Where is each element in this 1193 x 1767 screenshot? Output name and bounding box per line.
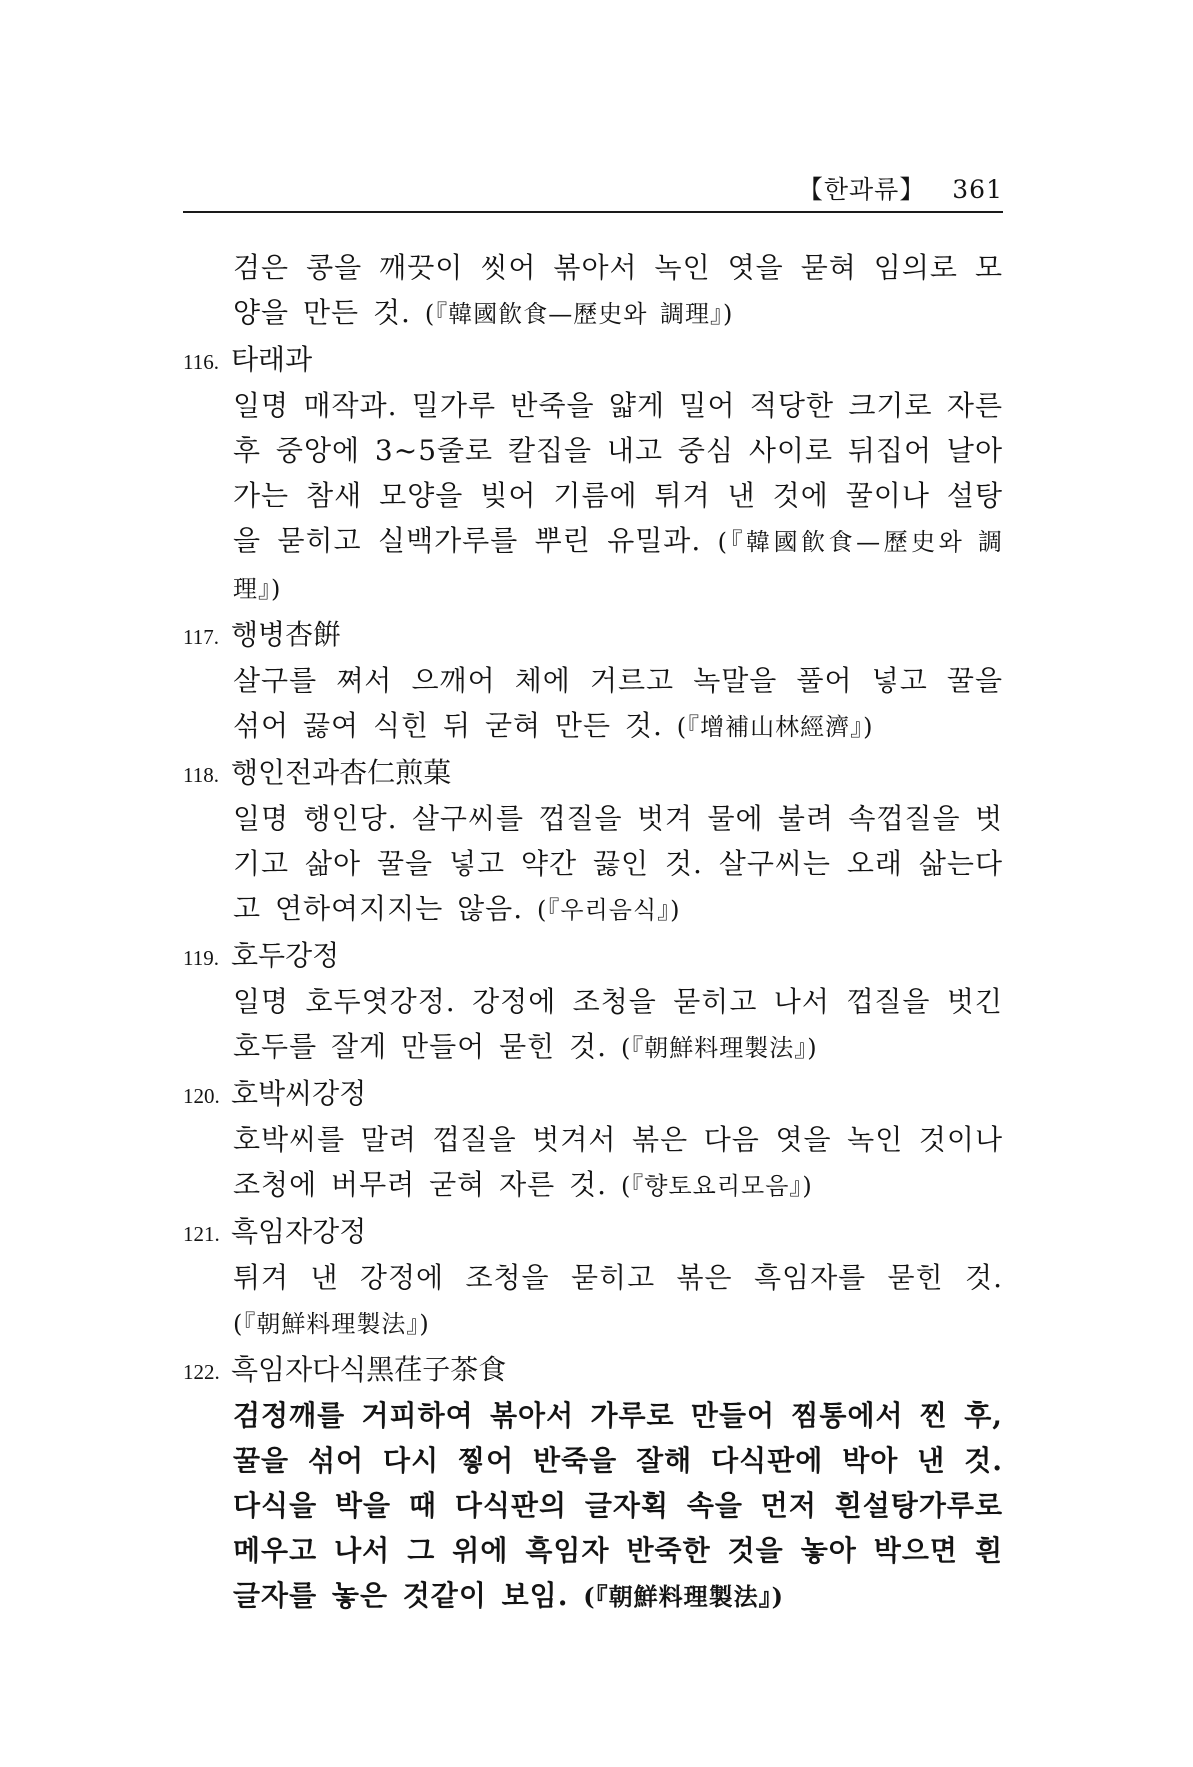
header-rule (183, 211, 1003, 213)
citation: (『朝鮮料理製法』) (620, 1034, 818, 1062)
entry-text: 검정깨를 거피하여 볶아서 가루로 만들어 찜통에서 찐 후, 꿀을 섞어 다시 찧어 반죽을 잘해 다식판에 박아 낸 것. 다식을 박을 때 다식판의 글자획 속을 먼저 흰설탕가루로 메우고 나서 그 위에 흑임자 반죽한 것을 놓아 박으면 흰 글자를 놓은 것같이 보임. (233, 1399, 1003, 1612)
entry-text: 튀겨 낸 강정에 조청을 묻히고 볶은 흑임자를 묻힌 것. (233, 1261, 1003, 1294)
citation: (『朝鮮料理製法』) (233, 1310, 430, 1338)
entry-120 (183, 1071, 1003, 1209)
entry-description (233, 1393, 1003, 1619)
entry-number: 119. (183, 946, 219, 970)
entry-description (233, 658, 1003, 750)
citation: (『향토요리모음』) (620, 1172, 813, 1200)
citation: (『韓國飮食—歷史와 調理』) (233, 528, 1003, 603)
entry-122 (183, 1347, 1003, 1619)
entry-118 (183, 750, 1003, 933)
continued-paragraph (233, 245, 1003, 337)
entry-number: 117. (183, 625, 219, 649)
entry-title: 흑임자강정 (231, 1215, 367, 1248)
entry-number: 121. (183, 1222, 220, 1246)
entry-text: 일명 호두엿강정. 강정에 조청을 묻히고 나서 껍질을 벗긴 호두를 잘게 만들어 묻힌 것. (233, 985, 1003, 1063)
page-number: 361 (952, 175, 1003, 204)
entry-number: 118. (183, 763, 219, 787)
entry-title: 호두강정 (231, 939, 340, 972)
entry-title: 행인전과杏仁煎菓 (231, 756, 452, 789)
entry-heading (183, 750, 1003, 796)
running-header (798, 170, 1003, 206)
entry-description (233, 1255, 1003, 1347)
entry-heading (183, 1209, 1003, 1255)
entry-title: 타래과 (231, 343, 313, 376)
entry-text: 호박씨를 말려 껍질을 벗겨서 볶은 다음 엿을 녹인 것이나 조청에 버무려 굳혀 자른 것. (233, 1123, 1003, 1201)
entry-title: 흑임자다식黑荏子茶食 (231, 1353, 507, 1386)
entry-heading (183, 933, 1003, 979)
entry-number: 120. (183, 1084, 220, 1108)
citation: (『韓國飮食—歷史와 調理』) (424, 300, 734, 328)
entry-heading (183, 612, 1003, 658)
entry-number: 122. (183, 1360, 220, 1384)
citation: (『우리음식』) (537, 896, 681, 924)
section-title: 【한과류】 (797, 175, 926, 204)
entry-description (233, 796, 1003, 933)
entry-121 (183, 1209, 1003, 1347)
entry-119 (183, 933, 1003, 1071)
citation: (『朝鮮料理製法』) (583, 1582, 784, 1611)
entry-heading (183, 337, 1003, 383)
entry-heading (183, 1071, 1003, 1117)
entry-text: 살구를 쪄서 으깨어 체에 거르고 녹말을 풀어 넣고 꿀을 섞어 끓여 식힌 뒤 굳혀 만든 것. (233, 664, 1003, 742)
entry-text: 일명 행인당. 살구씨를 껍질을 벗겨 물에 불려 속껍질을 벗기고 삶아 꿀을 넣고 약간 끓인 것. 살구씨는 오래 삶는다고 연하여지지는 않음. (233, 802, 1003, 925)
entry-title: 행병杏餠 (231, 618, 342, 651)
entry-116 (183, 337, 1003, 612)
entry-117 (183, 612, 1003, 750)
page-body (183, 245, 1003, 1619)
entry-text: 검은 콩을 깨끗이 씻어 볶아서 녹인 엿을 묻혀 임의로 모양을 만든 것. (233, 251, 1003, 329)
entry-heading (183, 1347, 1003, 1393)
citation: (『增補山林經濟』) (676, 713, 874, 741)
entry-description (233, 383, 1003, 612)
entry-number: 116. (183, 350, 219, 374)
entry-description (233, 979, 1003, 1071)
entry-title: 호박씨강정 (231, 1077, 367, 1110)
entry-description (233, 1117, 1003, 1209)
entry-text: 일명 매작과. 밀가루 반죽을 얇게 밀어 적당한 크기로 자른 후 중앙에 3~5줄로 칼집을 내고 중심 사이로 뒤집어 날아가는 참새 모양을 빚어 기름에 튀겨 낸 것에 꿀이나 설탕을 묻히고 실백가루를 뿌린 유밀과. (233, 389, 1003, 557)
